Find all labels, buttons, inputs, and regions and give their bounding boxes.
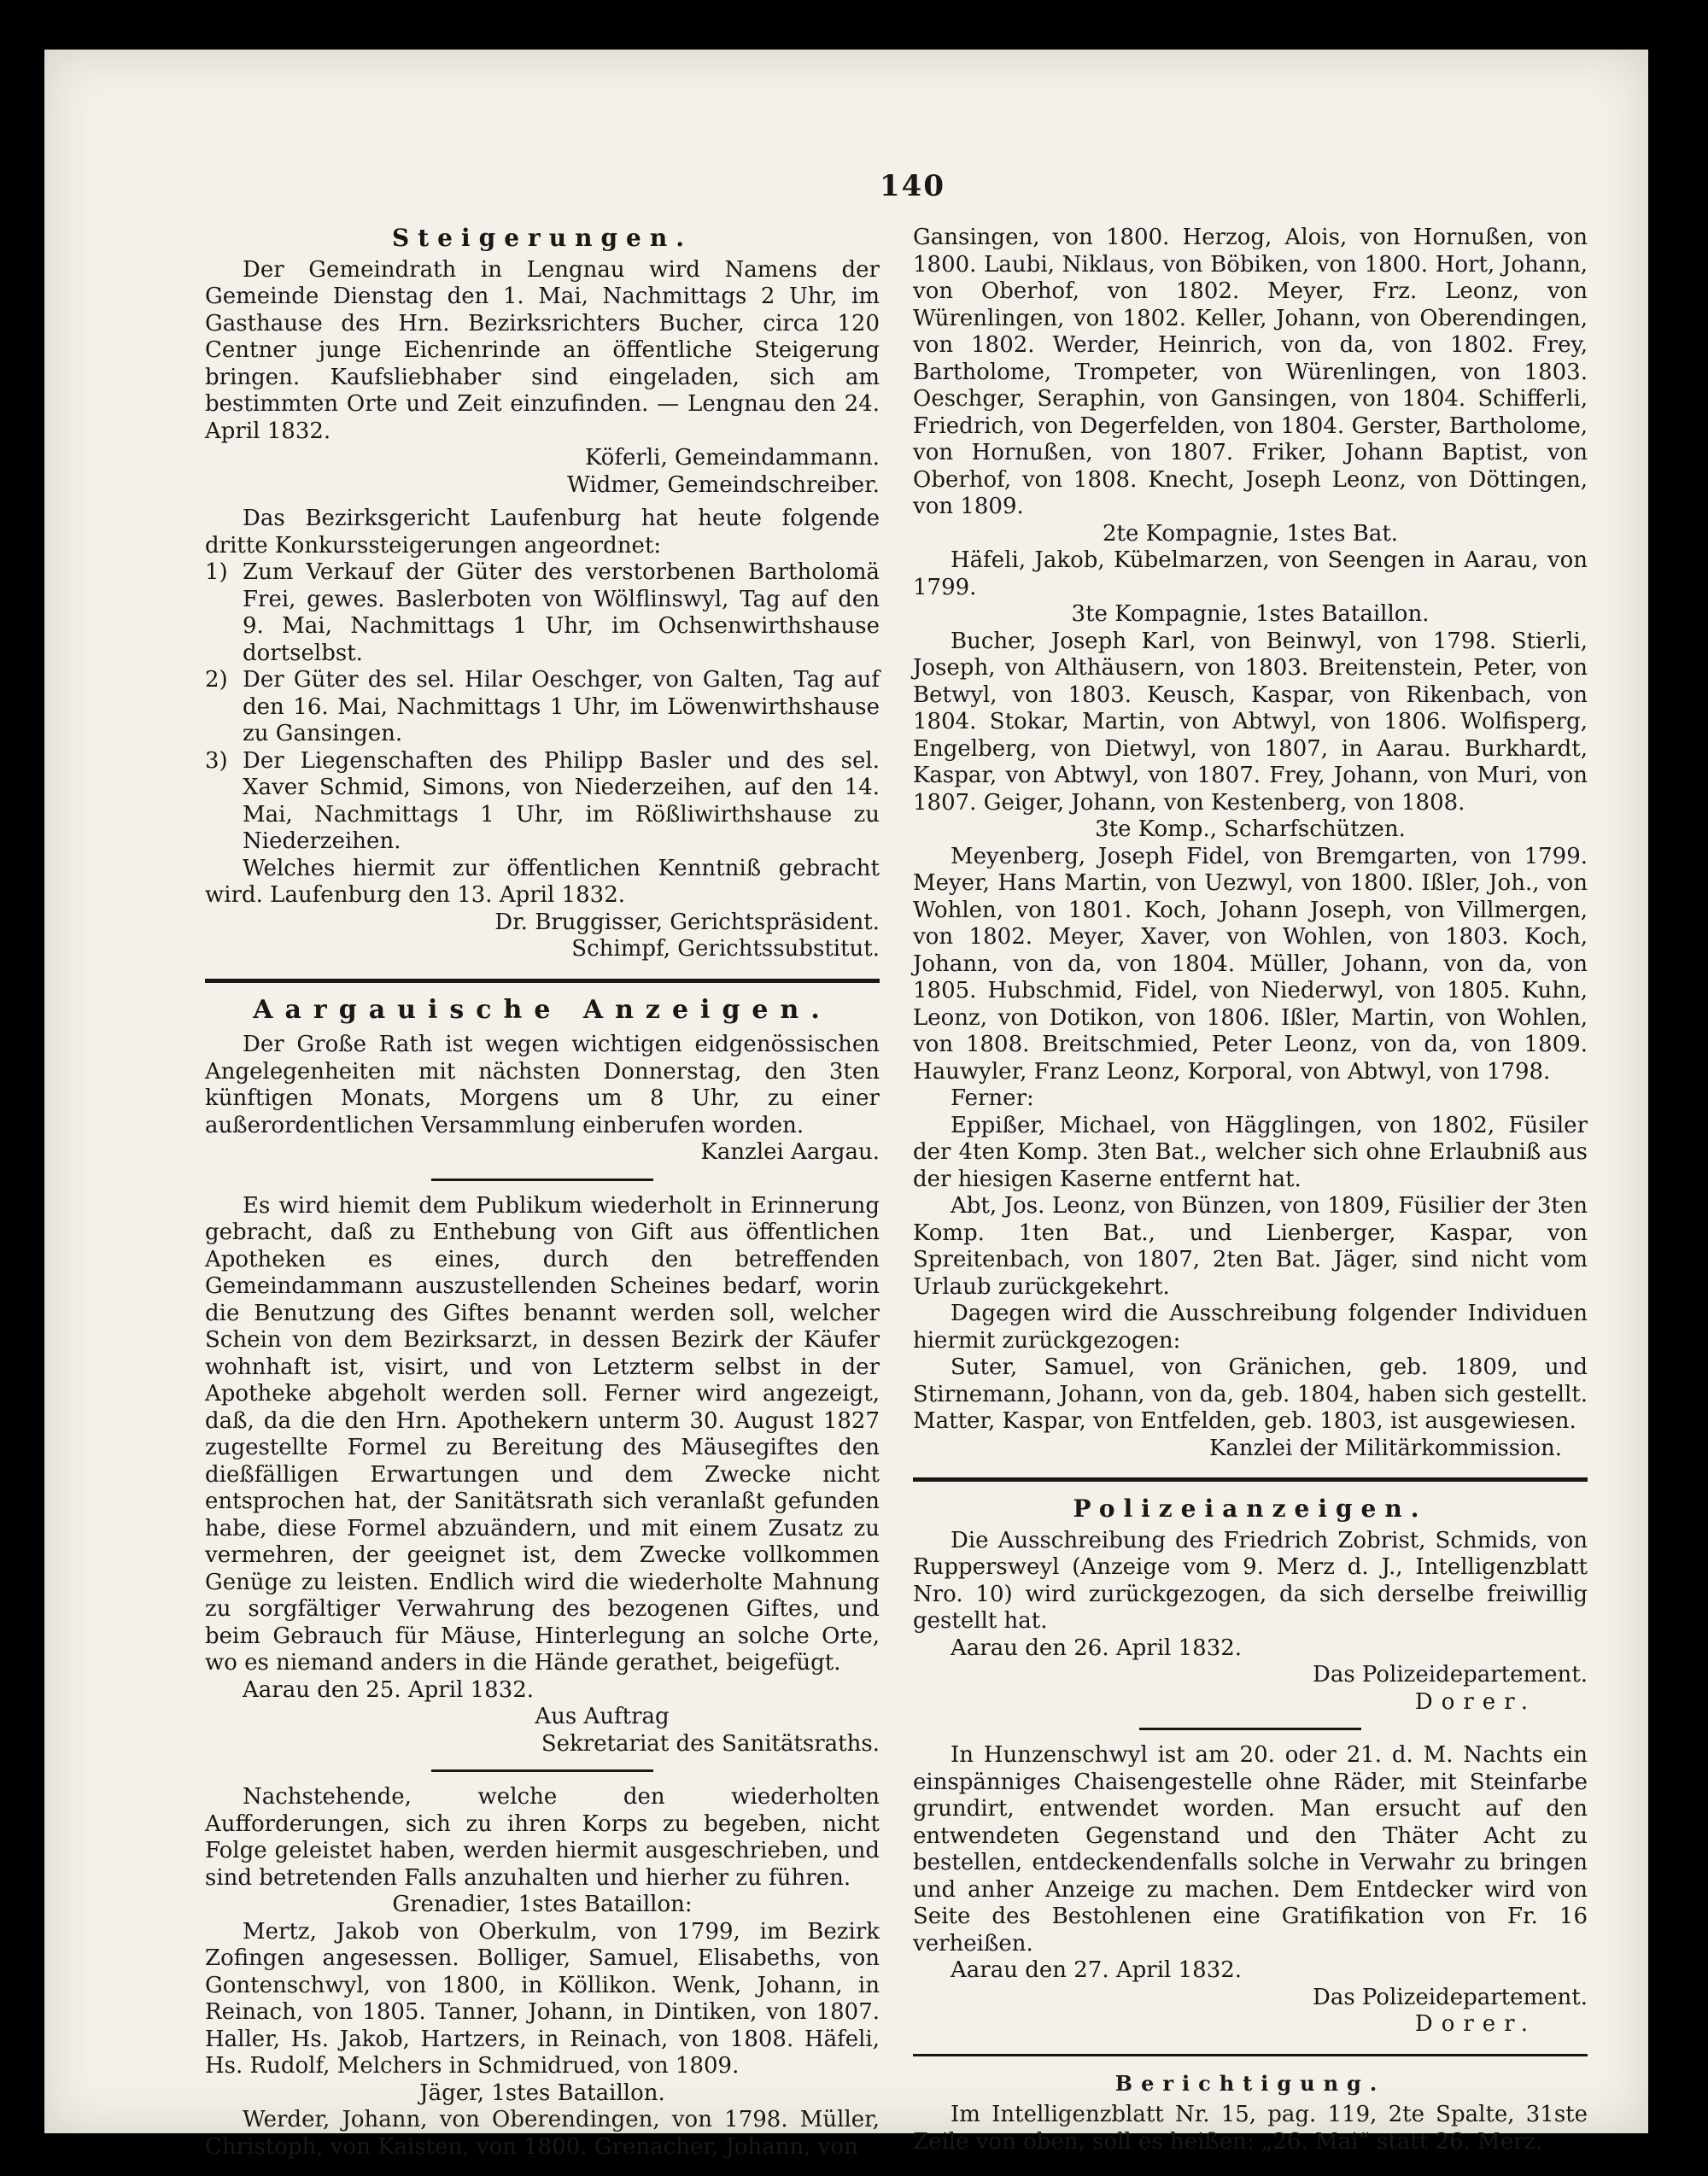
notice-laufenburg-closing: Welches hiermit zur öffentlichen Kenntniß gebracht wird. Laufenburg den 13. April 1832. (205, 855, 880, 908)
list-grenadier: Mertz, Jakob von Oberkulm, von 1799, im Bezirk Zofingen angesessen. Bolliger, Samuel, Elisabeths, von Gontenschwyl, von 1800, in Köllikon. Wenk, Johann, in Reinach, von 1805. Tanner, Johann, in Dintiken, von 1807. Haller, Hs. Jakob, Hartzers, in Reinach, von 1808. Häfeli, Hs. Rudolf, Melchers in Schmidrued, von 1809. (205, 1918, 880, 2079)
subheading-2te-kompagnie: 2te Kompagnie, 1stes Bat. (1102, 520, 1399, 547)
list-item: 2) Der Güter des sel. Hilar Oeschger, von Galten, Tag auf den 16. Mai, Nachmittags 1 Uhr, im Löwenwirthshause zu Gansingen. (205, 667, 880, 746)
section-divider (913, 2054, 1588, 2056)
notice-laufenburg-intro: Das Bezirksgericht Laufenburg hat heute folgende dritte Konkurssteigerungen angeordnet: (205, 506, 880, 559)
signature-gerichtssubstitut: Schimpf, Gerichtssubstitut. (571, 936, 880, 962)
subheading-scharfschuetzen: 3te Komp., Scharfschützen. (1095, 816, 1406, 842)
revoked-list: Suter, Samuel, von Gränichen, geb. 1809, und Stirnemann, Johann, von da, geb. 1804, haben sich gestellt. Matter, Kaspar, von Entfelden, geb. 1803, ist ausgewiesen. (913, 1354, 1588, 1434)
subheading-grenadier: Grenadier, 1stes Bataillon: (392, 1892, 693, 1917)
heading-aargauische-anzeigen: Aargauische Anzeigen. (253, 994, 832, 1025)
signature-gemeindschreiber: Widmer, Gemeindschreiber. (567, 471, 880, 498)
ferner-abt: Abt, Jos. Leonz, von Bünzen, von 1809, Füsilier der 3ten Komp. 1ten Bat., und Lienberger, Kaspar, von Spreitenbach, von 1807, 2ten Bat. Jäger, sind nicht vom Urlaub zurückgekehrt. (913, 1193, 1588, 1300)
signature-gerichtspraesident: Dr. Bruggisser, Gerichtspräsident. (494, 909, 880, 935)
newspaper-page (44, 50, 1648, 2160)
section-divider (913, 1477, 1588, 1482)
heading-polizeianzeigen: Polizeianzeigen. (1073, 1495, 1428, 1523)
konkurs-list (205, 559, 880, 856)
right-column (913, 225, 1588, 2156)
heading-steigerungen: Steigerungen. (392, 224, 693, 252)
notice-gift: Es wird hiemit dem Publikum wiederholt in Erinnerung gebracht, daß zu Enthebung von Gift aus öffentlichen Apotheken es eines, durch den betreffenden Gemeindammann auszustellenden Scheines bedarf, worin die Benutzung des Giftes benannt werden soll, welcher Schein von dem Bezirksarzt, in dessen Bezirk der Käufer wohnhaft ist, visirt, und von Letzterm selbst in der Apotheke abgeholt werden soll. Ferner wird angezeigt, daß, da die den Hrn. Apothekern unterm 30. August 1827 zugestellte Formel zu Bereitung des Mäusegiftes den dießfälligen Erwartungen und dem Zwecke nicht entsprochen hat, der Sanitätsrath sich veranlaßt gefunden habe, diese Formel abzuändern, und mit einem Zusatz zu vermehren, der geeignet ist, dem Zwecke vollkommen Genüge zu leisten. Endlich wird die wiederholte Mahnung zu sorgfältiger Verwahrung des bezogenen Giftes, und beim Gebrauch für Mäuse, Hinterlegung an solche Orte, wo es niemand anders in die Hände gerathet, beigefügt. (205, 1192, 880, 1676)
notice-zobrist: Die Ausschreibung des Friedrich Zobrist, Schmids, von Ruppersweyl (Anzeige vom 9. Merz d. J., Intelligenzblatt Nro. 10) wird zurückgezogen, da sich derselbe freiwillig gestellt hat. (913, 1527, 1588, 1634)
divider (431, 1179, 653, 1181)
list-item: 3) Der Liegenschaften des Philipp Basler und des sel. Xaver Schmid, Simons, von Niederzeihen, auf den 14. Mai, Nachmittags 1 Uhr, im Rößliwirthshause zu Niederzeihen. (205, 747, 880, 854)
list-3te-kompagnie: Bucher, Joseph Karl, von Beinwyl, von 1798. Stierli, Joseph, von Althäusern, von 1803. Breitenstein, Peter, von Betwyl, von 1803. Keusch, Kaspar, von Rikenbach, von 1804. Stokar, Martin, von Abtwyl, von 1806. Wolfisperg, Engelberg, von Dietwyl, von 1807, in Aarau. Burkhardt, Kaspar, von Abtwyl, von 1807. Frey, Johann, von Muri, von 1807. Geiger, Johann, von Kestenberg, von 1808. (913, 628, 1588, 816)
ferner-eppisser: Eppißer, Michael, von Hägglingen, von 1802, Füsiler der 4ten Komp. 3ten Bat., welcher sich ohne Erlaubniß aus der hiesigen Kaserne entfernt hat. (913, 1112, 1588, 1192)
date-line: Aarau den 27. April 1832. (951, 1957, 1243, 1983)
notice-lengnau: Der Gemeindrath in Lengnau wird Namens der Gemeinde Dienstag den 1. Mai, Nachmittags 2 Uhr, im Gasthause des Hrn. Bezirksrichters Bucher, circa 120 Centner junge Eichenrinde an öffentliche Steigerung bringen. Kaufsliebhaber sind eingeladen, sich am bestimmten Orte und Zeit einzufinden. — Lengnau den 24. April 1832. (205, 256, 880, 444)
ferner-label: Ferner: (951, 1085, 1034, 1111)
subheading-jaeger: Jäger, 1stes Bataillon. (419, 2079, 665, 2106)
list-jaeger-continued: Gansingen, von 1800. Herzog, Alois, von Hornußen, von 1800. Laubi, Niklaus, von Böbiken, von 1800. Hort, Johann, von Oberhof, von 1802. Meyer, Frz. Leonz, von Würenlingen, von 1802. Keller, Johann, von Oberendingen, von 1802. Werder, Heinrich, von da, von 1802. Frey, Bartholome, Trompeter, von Würenlingen, von 1803. Oeschger, Seraphin, von Gansingen, von 1804. Schifferli, Friedrich, von Degerfelden, von 1804. Gerster, Bartholome, von Hornußen, von 1807. Friker, Johann Baptist, von Oberhof, von 1808. Knecht, Joseph Leonz, von Döttingen, von 1809. (913, 225, 1588, 519)
list-item: 1) Zum Verkauf der Güter des verstorbenen Bartholomä Frei, gewes. Baslerboten von Wölflinswyl, Tag auf den 9. Mai, Nachmittags 1 Uhr, im Ochsenwirthshause dortselbst. (205, 559, 880, 666)
dagegen-intro: Dagegen wird die Ausschreibung folgender Individuen hiermit zurückgezogen: (913, 1301, 1588, 1354)
signature-sanitaetsrath: Sekretariat des Sanitätsraths. (541, 1730, 880, 1757)
left-column (205, 225, 880, 2161)
list-2te-kompagnie: Häfeli, Jakob, Kübelmarzen, von Seengen in Aarau, von 1799. (913, 547, 1588, 600)
list-scharfschuetzen: Meyenberg, Joseph Fidel, von Bremgarten, von 1799. Meyer, Hans Martin, von Uezwyl, von 1800. Ißler, Joh., von Wohlen, von 1801. Koch, Johann Joseph, von Villmergen, von 1802. Meyer, Xaver, von Wohlen, von 1803. Koch, Johann, von da, von 1804. Müller, Johann, von da, von 1805. Hubschmid, Fidel, von Niederwyl, von 1805. Kuhn, Leonz, von Dotikon, von 1806. Ißler, Martin, von Wohlen, von 1808. Breitschmied, Peter Leonz, von da, von 1809. Hauwyler, Franz Leonz, Korporal, von Abtwyl, von 1798. (913, 843, 1588, 1085)
notice-deserters-intro: Nachstehende, welche den wiederholten Aufforderungen, sich zu ihren Korps zu begeben, nicht Folge geleistet haben, werden hiermit ausgeschrieben, und sind betretenden Falls anzuhalten und hierher zu führen. (205, 1784, 880, 1891)
section-divider (205, 979, 880, 983)
notice-berichtigung: Im Intelligenzblatt Nr. 15, pag. 119, 2te Spalte, 31ste Zeile von oben, soll es heißen: „26. Mai“ statt 26. Merz. (913, 2102, 1588, 2155)
signature-dorer: Dorer. (1414, 2011, 1536, 2037)
date-line: Aarau den 26. April 1832. (951, 1635, 1243, 1661)
page-number: 140 (880, 169, 945, 203)
signature-polizeidepartement: Das Polizeidepartement. (1312, 1984, 1588, 2010)
notice-hunzenschwyl: In Hunzenschwyl ist am 20. oder 21. d. M. Nachts ein einspänniges Chaisengestelle ohne Räder, mit Steinfarbe grundirt, entwendet worden. Man ersucht auf den entwendeten Gegenstand und den Thäter Acht zu bestellen, entdeckendenfalls solche in Verwahr zu bringen und anher Anzeige zu machen. Dem Entdecker wird von Seite des Bestohlenen eine Gratifikation von Fr. 16 verheißen. (913, 1742, 1588, 1957)
signature-aus-auftrag: Aus Auftrag (535, 1704, 670, 1729)
heading-berichtigung: Berichtigung. (1114, 2070, 1386, 2096)
date-line: Aarau den 25. April 1832. (243, 1676, 535, 1703)
signature-gemeindammann: Köferli, Gemeindammann. (585, 445, 880, 471)
signature-militaerkommission: Kanzlei der Militärkommission. (1208, 1435, 1562, 1461)
list-jaeger: Werder, Johann, von Oberendingen, von 1798. Müller, Christoph, von Kaisten, von 1800. Grenacher, Johann, von (205, 2107, 880, 2160)
subheading-3te-kompagnie: 3te Kompagnie, 1stes Bataillon. (1071, 601, 1430, 627)
signature-polizeidepartement: Das Polizeidepartement. (1312, 1662, 1588, 1688)
signature-dorer: Dorer. (1414, 1688, 1536, 1715)
divider (1139, 1728, 1361, 1730)
signature-kanzlei-aargau: Kanzlei Aargau. (700, 1139, 880, 1165)
notice-grosser-rath: Der Große Rath ist wegen wichtigen eidgenössischen Angelegenheiten mit nächsten Donnerstag, den 3ten künftigen Monats, Morgens um 8 Uhr, zu einer außerordentlichen Versammlung einberufen worden. (205, 1032, 880, 1138)
divider (431, 1769, 653, 1772)
